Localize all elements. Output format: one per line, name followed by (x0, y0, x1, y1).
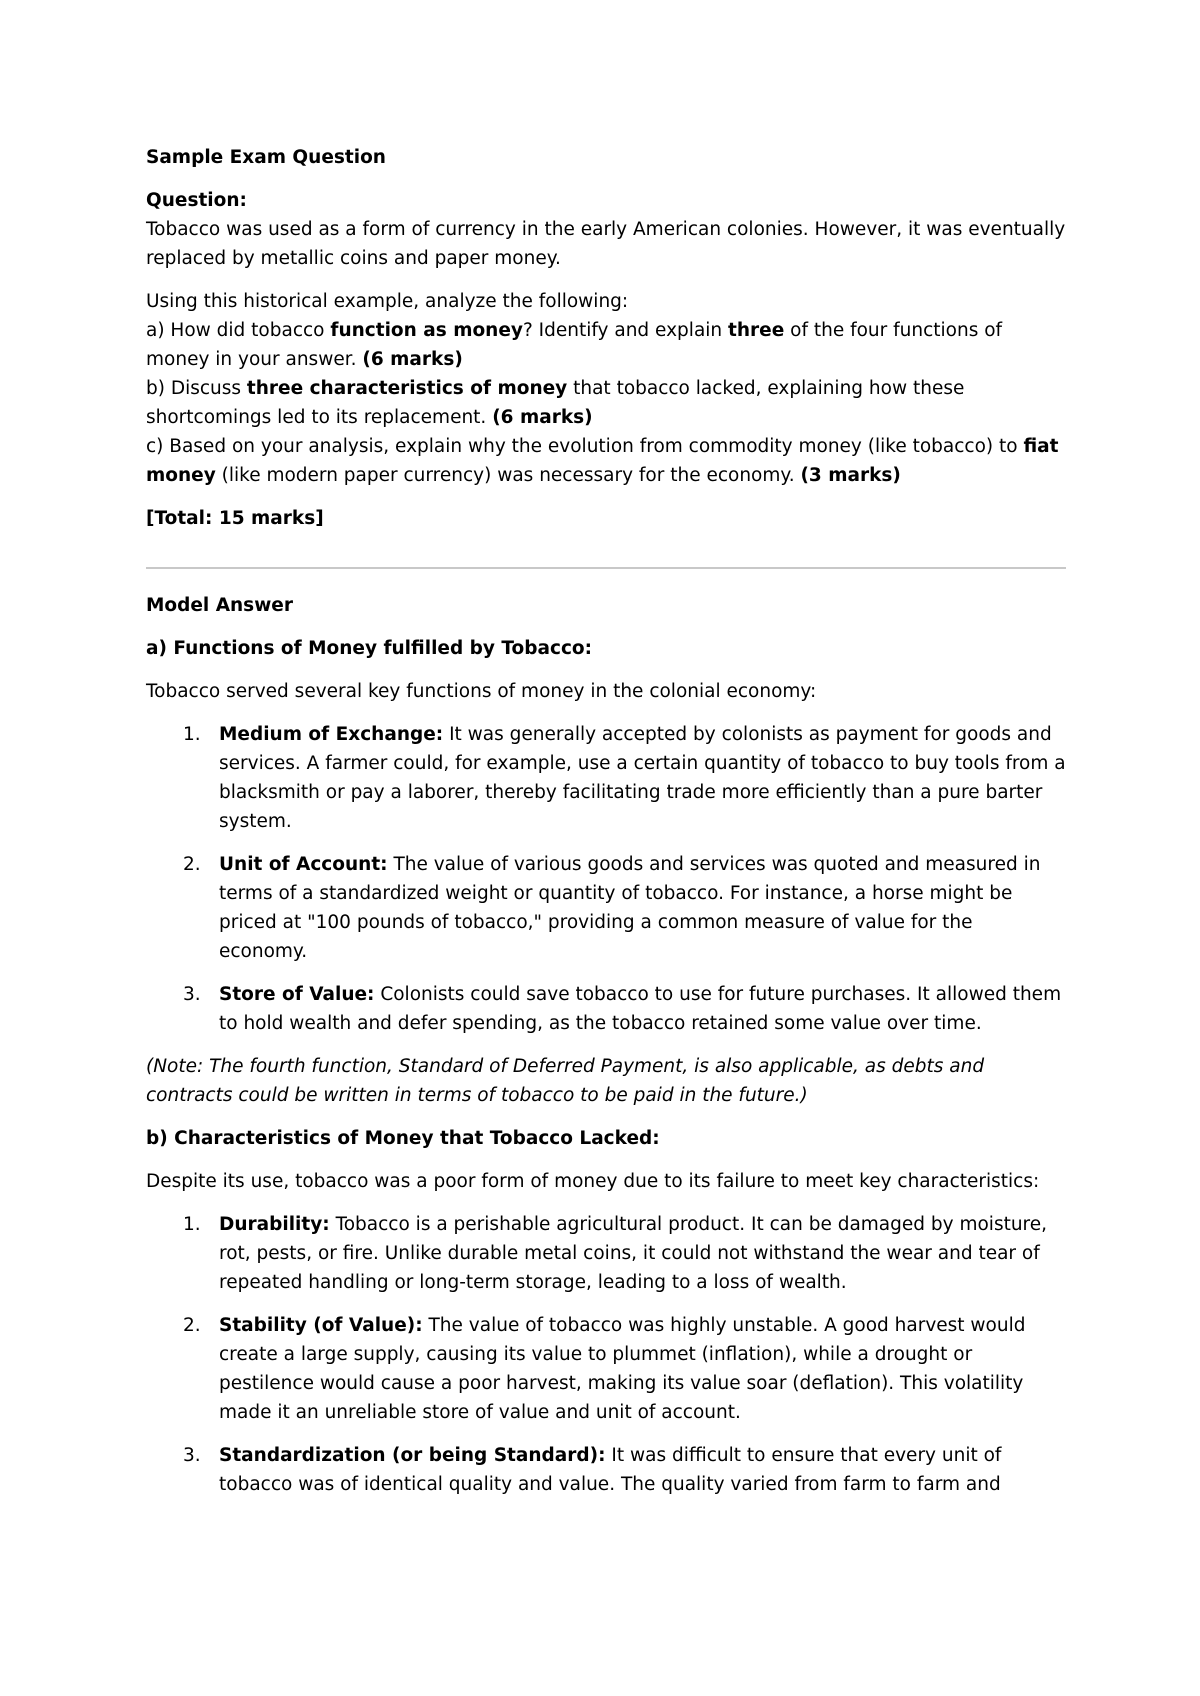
question-intro: Tobacco was used as a form of currency in the early American colonies. However, it was eventually replaced by metallic coins and paper money. (146, 219, 1066, 269)
question-part-b: b) Discuss three characteristics of money that tobacco lacked, explaining how these shortcomings led to its replacement. (6 marks) (146, 378, 965, 428)
total-marks: [Total: 15 marks] (146, 508, 324, 529)
section-a-note: (Note: The fourth function, Standard of Deferred Payment, is also applicable, as debts and contracts could be written in terms of tobacco to be paid in the future.) (146, 1056, 985, 1106)
functions-list (146, 720, 1066, 1038)
characteristics-list (146, 1210, 1066, 1499)
question-lead: Using this historical example, analyze the following: (146, 291, 629, 312)
question-part-c: c) Based on your analysis, explain why the evolution from commodity money (like tobacco) to fiat money (like modern paper currency) was necessary for the economy. (3 marks) (146, 436, 1059, 486)
section-b-intro: Despite its use, tobacco was a poor form of money due to its failure to meet key characteristics: (146, 1171, 1040, 1192)
page-title: Sample Exam Question (146, 147, 386, 168)
question-part-a: a) How did tobacco function as money? Identify and explain three of the four functions of money in your answer. (6 marks) (146, 320, 1003, 370)
list-item: 1. Medium of Exchange: It was generally accepted by colonists as payment for goods and services. A farmer could, for example, use a certain quantity of tobacco to buy tools from a blacksmith or pay a laborer, thereby facilitating trade more efficiently than a pure barter system. (183, 724, 1066, 832)
list-item: 1. Durability: Tobacco is a perishable agricultural product. It can be damaged by moisture, rot, pests, or fire. Unlike durable metal coins, it could not withstand the wear and tear of repeated handling or long-term storage, leading to a loss of wealth. (183, 1214, 1048, 1293)
section-divider (146, 567, 1066, 569)
section-b-heading: b) Characteristics of Money that Tobacco Lacked: (146, 1128, 660, 1149)
section-a-intro: Tobacco served several key functions of money in the colonial economy: (146, 681, 817, 702)
list-item: 2. Unit of Account: The value of various goods and services was quoted and measured in terms of a standardized weight or quantity of tobacco. For instance, a horse might be priced at "100 pounds of tobacco," providing a common measure of value for the economy. (183, 854, 1041, 962)
question-label: Question: (146, 190, 247, 211)
section-a-heading: a) Functions of Money fulfilled by Tobacco: (146, 638, 593, 659)
list-item: 2. Stability (of Value): The value of tobacco was highly unstable. A good harvest would create a large supply, causing its value to plummet (inflation), while a drought or pestilence would cause a poor harvest, making its value soar (deflation). This volatility made it an unreliable store of value and unit of account. (183, 1315, 1026, 1423)
list-item: 3. Store of Value: Colonists could save tobacco to use for future purchases. It allowed them to hold wealth and defer spending, as the tobacco retained some value over time. (183, 984, 1062, 1034)
list-item: 3. Standardization (or being Standard): It was difficult to ensure that every unit of tobacco was of identical quality and value. The quality varied from farm to farm and (183, 1445, 1002, 1495)
model-answer-title: Model Answer (146, 595, 293, 616)
document-content (146, 143, 1066, 1513)
